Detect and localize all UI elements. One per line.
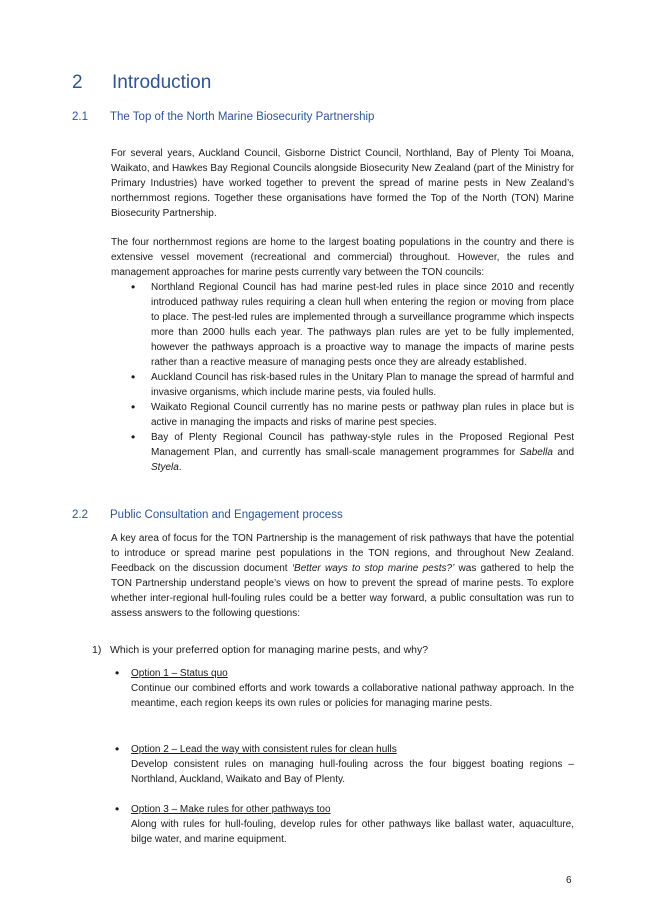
- question-1: [92, 644, 428, 656]
- option-1: [115, 666, 574, 711]
- paragraph-regions: The four northernmost regions are home to the largest boating populations in the country and there is extensive vessel movement (recreational and commercial) throughout. However, the rules and management approaches for marine pests currently vary between the TON councils:: [111, 237, 574, 278]
- section-number: 2.2: [72, 509, 88, 521]
- heading-title: Introduction: [112, 72, 212, 93]
- paragraph-partnership: For several years, Auckland Council, Gisborne District Council, Northland, Bay of Plenty Toi Moana, Waikato, and Hawkes Bay Regional Councils alongside Biosecurity New Zealand (part of the Ministry for Primary Industries) have worked together to prevent the spread of marine pests in New Zealand’s northernmost regions. Together these organisations have formed the Top of the North (TON) Marine Biosecurity Partnership.: [111, 148, 574, 219]
- page-number: 6: [566, 875, 572, 886]
- option-body: Along with rules for hull-fouling, develop rules for other pathways like ballast water, aquaculture, bilge water, and marine equipment.: [131, 819, 574, 845]
- question-text: Which is your preferred option for managing marine pests, and why?: [110, 644, 429, 656]
- species-styela: Styela: [151, 462, 179, 473]
- heading-introduction: [72, 72, 211, 94]
- option-body: Develop consistent rules on managing hull-fouling across the four biggest boating regions – Northland, Auckland, Waikato and Bay of Plenty.: [131, 759, 574, 785]
- option-body: Continue our combined efforts and work towards a collaborative national pathway approach. In the meantime, each region keeps its own rules or policies for managing marine pests.: [131, 683, 574, 709]
- question-number: 1): [92, 644, 102, 656]
- species-sabella: Sabella: [519, 447, 553, 458]
- heading-section-2-2: [72, 509, 343, 521]
- section-number: 2.1: [72, 111, 88, 123]
- council-bullet-list: [111, 280, 574, 475]
- option-title: • Option 2 – Lead the way with consistent rules for clean hulls: [115, 742, 574, 757]
- paragraph-consultation: A key area of focus for the TON Partnership is the management of risk pathways that have the potential to introduce or spread marine pest populations in the TON regions, and throughout New Zealand. Feedback on the discussion document ‘Better ways to stop marine pests?’ was gathered to help the TON Partnership understand people’s views on how to prevent the spread of marine pests. To explore whether inter-regional hull-fouling rules could be a better way forward, a public consultation was run to assess answers to the following questions:: [111, 533, 574, 619]
- section-title: The Top of the North Marine Biosecurity Partnership: [110, 111, 375, 123]
- bullet-waikato: • Waikato Regional Council currently has no marine pests or pathway plan rules in place but is active in managing the impacts and risks of marine pest species.: [111, 400, 574, 430]
- discussion-document-title: ‘Better ways to stop marine pests?’: [291, 563, 455, 574]
- option-3: [115, 802, 574, 847]
- option-2: [115, 742, 574, 787]
- bullet-bay-of-plenty: • Bay of Plenty Regional Council has pathway-style rules in the Proposed Regional Pest Management Plan, and currently has small-scale management programmes for Sabella and Styela.: [111, 430, 574, 475]
- option-title: • Option 3 – Make rules for other pathways too: [115, 802, 574, 817]
- heading-section-2-1: [72, 111, 374, 123]
- section-title: Public Consultation and Engagement process: [110, 509, 343, 521]
- option-title: • Option 1 – Status quo: [115, 666, 574, 681]
- bullet-auckland: • Auckland Council has risk-based rules in the Unitary Plan to manage the spread of harmful and invasive organisms, which include marine pests, via fouled hulls.: [111, 370, 574, 400]
- bullet-northland: • Northland Regional Council has had marine pest-led rules in place since 2010 and recently introduced pathway rules requiring a clean hull when entering the region or moving from place to place. The pest-led rules are implemented through a surveillance programme which inspects more than 2000 hulls each year. The pathways plan rules are yet to be fully implemented, however the pathways approach is a proactive way to manage the impacts of marine pests rather than a reactive measure of managing pests once they are already established.: [111, 280, 574, 370]
- heading-number: 2: [72, 72, 83, 93]
